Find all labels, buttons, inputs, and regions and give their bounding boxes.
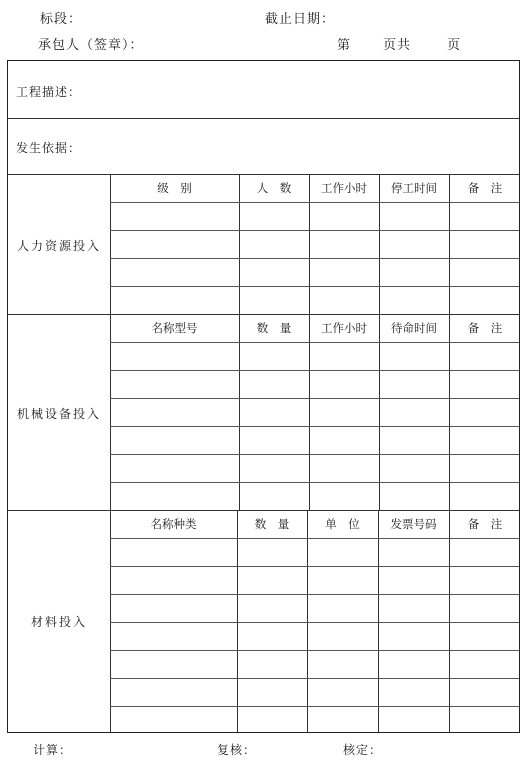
machinery-col-work-hours: 工作小时 [321, 321, 367, 335]
review-label: 复核： [217, 743, 257, 757]
bid-section-label: 标段： [40, 12, 83, 27]
form-table [7, 60, 520, 733]
project-description-label: 工程描述： [16, 85, 82, 99]
labor-col-remarks: 备 注 [467, 181, 503, 195]
labor-section-label: 人力资源投入 [16, 239, 101, 253]
divider [8, 510, 519, 511]
page-total-label: 页共 [383, 38, 412, 53]
materials-col-type: 名称种类 [150, 517, 197, 531]
machinery-col-standby: 待命时间 [391, 321, 437, 335]
machinery-col-remarks: 备 注 [467, 321, 503, 335]
page-number-label: 第 [337, 38, 352, 53]
materials-col-unit: 单 位 [325, 517, 360, 531]
labor-col-work-hours: 工作小时 [321, 181, 367, 195]
materials-col-quantity: 数 量 [254, 517, 290, 531]
divider [8, 118, 519, 119]
machinery-section-label: 机械设备投入 [16, 407, 101, 421]
labor-col-level: 级 别 [157, 181, 192, 195]
machinery-col-model: 名称型号 [151, 321, 198, 335]
labor-col-headcount: 人 数 [256, 181, 292, 195]
page-suffix-label: 页 [447, 38, 462, 53]
contractor-signature-label: 承包人（签章）： [38, 38, 144, 53]
materials-col-remarks: 备 注 [467, 517, 503, 531]
basis-label: 发生依据： [16, 141, 82, 155]
deadline-date-label: 截止日期： [265, 12, 336, 27]
divider [8, 174, 519, 175]
labor-col-downtime: 停工时间 [391, 181, 437, 195]
divider [8, 314, 519, 315]
calculate-label: 计算： [33, 743, 73, 757]
machinery-col-quantity: 数 量 [256, 321, 292, 335]
verify-label: 核定： [343, 743, 383, 757]
materials-section-label: 材料投入 [30, 615, 87, 629]
materials-col-invoice-number: 发票号码 [390, 517, 437, 531]
